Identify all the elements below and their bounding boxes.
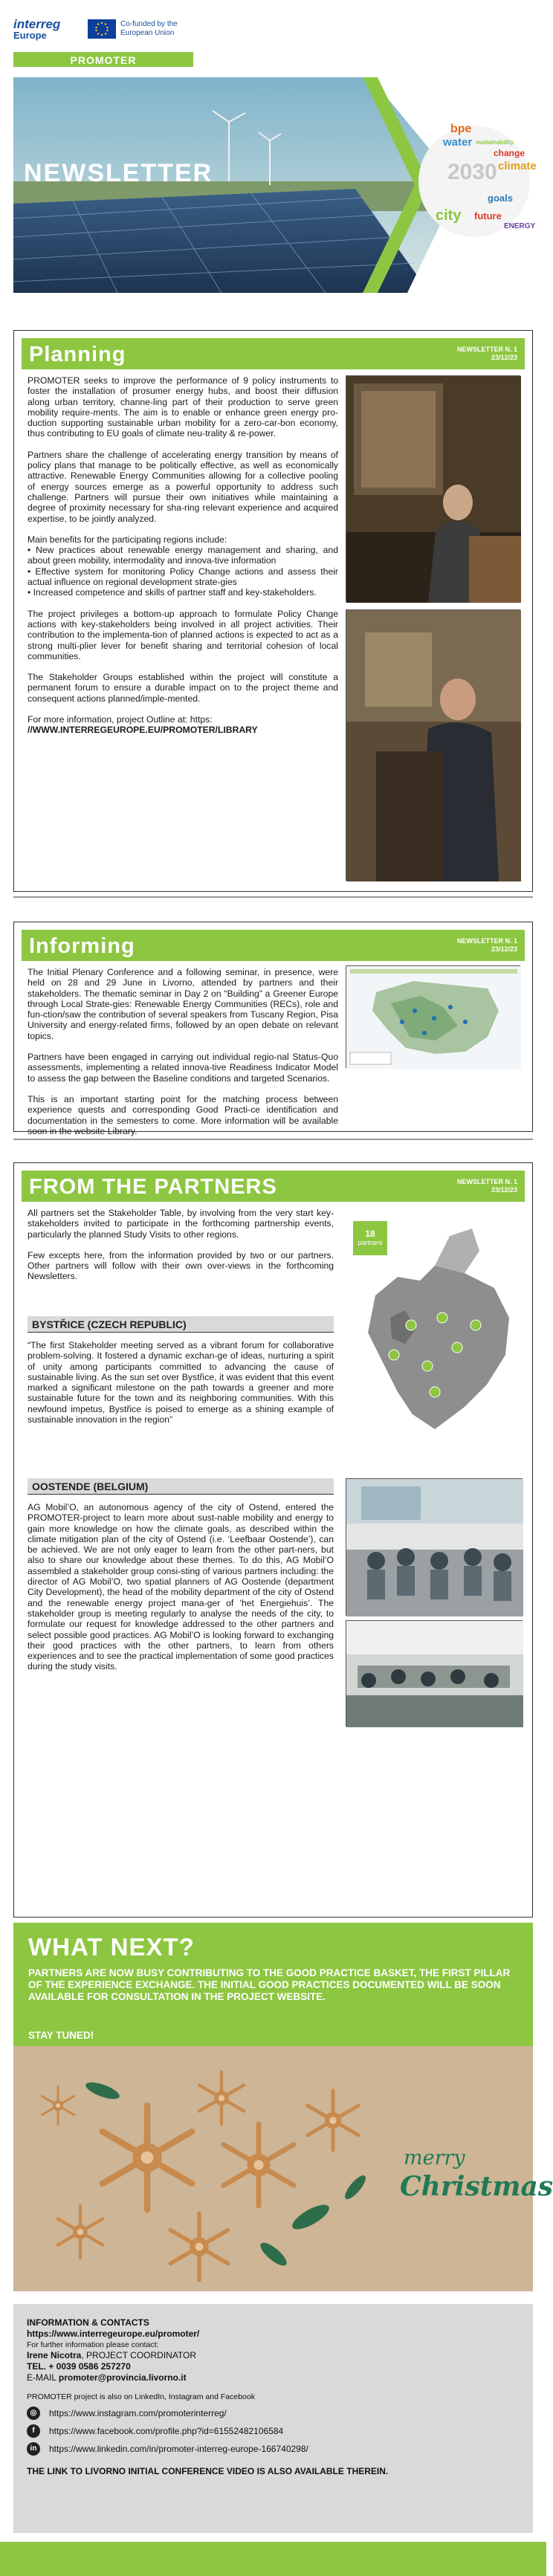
informing-header — [22, 930, 525, 961]
newsletter-number: NEWSLETTER N. 1 — [456, 937, 517, 945]
project-website-link[interactable]: https://www.interregeurope.eu/promoter/ — [27, 2329, 200, 2339]
eu-cofunded-text: Co-funded by the European Union — [120, 20, 178, 37]
partners-section — [13, 1162, 533, 1918]
word-cloud — [421, 118, 537, 252]
merry-text: merry — [404, 2146, 465, 2169]
hero-banner — [13, 77, 537, 293]
partners-title: FROM THE PARTNERS — [29, 1175, 277, 1199]
what-next-title: WHAT NEXT? — [28, 1933, 195, 1961]
eu-flag-icon — [88, 19, 116, 39]
paragraph: Few excepts here, from the information provided by two or our partners. Other partners will follow with their own over-views in the forthcoming Newsletters. — [28, 1249, 334, 1282]
planning-header — [22, 338, 525, 369]
paragraph: PROMOTER seeks to improve the performance of 9 policy instruments to foster the installation of prosumer energy hubs, and boost their diffusion along urban territory, channe-ling part of their production to serve green mobility require-ments. The aim is to enable or enhance green energy pro-duction supporting sustainable urban mobility for a zero-car-bon economy, thus contributing to EU goals of climate neu-trality & re-power. — [28, 375, 338, 439]
facebook-link[interactable]: https://www.facebook.com/profile.php?id=61552482106584 — [49, 2426, 284, 2436]
instagram-link[interactable]: https://www.instagram.com/promoterinterreg/ — [49, 2408, 227, 2418]
word-cloud-item: goals — [488, 192, 513, 204]
newsletter-meta — [457, 346, 517, 362]
benefit-item: • New practices about renewable energy management and sharing, and about green mobility, intermodality and innova-tive information — [28, 545, 338, 566]
linkedin-icon: in — [27, 2442, 40, 2456]
newsletter-date: 23/12/23 — [491, 1186, 517, 1194]
more-info-text: For more information, project Outline at: https: — [28, 714, 213, 725]
conference-photo-speaker-woman — [346, 375, 520, 602]
paragraph: All partners set the Stakeholder Table, by involving from the very start key-stakeholders invited to participate in the forthcoming partnership events, particularly the planned Study Visits to other regions. — [28, 1208, 334, 1240]
interreg-logo — [13, 18, 80, 43]
partners-header — [22, 1171, 525, 1202]
what-next-section — [13, 1923, 533, 2064]
benefit-item: • Effective system for monitoring Policy Change actions and assess their actual influence on regional development strate-gies — [28, 566, 338, 588]
oostende-title: OOSTENDE (BELGIUM) — [32, 1480, 149, 1492]
bystrice-title: BYSTŘICE (CZECH REPUBLIC) — [32, 1318, 187, 1330]
partners-count-label: partners — [358, 1239, 383, 1246]
email-label: E-MAIL — [27, 2372, 59, 2383]
social-intro: PROMOTER project is also on LinkedIn, Instagram and Facebook — [27, 2392, 255, 2401]
coordinator-role: , PROJECT COORDINATOR — [81, 2350, 197, 2360]
paragraph: The Stakeholder Groups established within the project will constitute a permanent forum to ensure a durable impact on to the project theme and consequent actions planned/imple-mented. — [28, 672, 338, 704]
paragraph: This is an important starting point for the matching process between experience quests and corresponding Good Practi-ce identification and documentation in the semesters to come. More information will be available soon in the website Library. — [28, 1093, 338, 1136]
word-cloud-item: water — [443, 136, 473, 149]
project-name-bar — [13, 52, 193, 67]
instagram-icon: ◎ — [27, 2407, 40, 2420]
oostende-subheading — [28, 1478, 334, 1495]
bystrice-quote — [28, 1340, 334, 1435]
newsletter-date: 23/12/23 — [491, 354, 517, 361]
what-next-text: PARTNERS ARE NOW BUSY CONTRIBUTING TO THE GOOD PRACTICE BASKET, THE FIRST PILLAR OF THE EXPERIENCE EXCHANGE. THE INITIAL GOOD PRACTICES DOCUMENTED WILL BE SOON AVAILABLE FOR CONSULTATION IN THE PROJECT WEBSITE. — [28, 1967, 511, 2002]
word-cloud-item: climate — [498, 160, 537, 172]
video-note: THE LINK TO LIVORNO INITIAL CONFERENCE VIDEO IS ALSO AVAILABLE THEREIN. — [27, 2466, 389, 2476]
paragraph: The project privileges a bottom-up approach to formulate Policy Change actions with key-stakeholders being involved in all project activities. Their contribution to the implementa-tion of planned actions is expected to act as a strong multi-plier lever for benefit sharing and territorial cohesion of local communities. — [28, 608, 338, 661]
linkedin-link[interactable]: https://www.linkedin.com/in/promoter-interreg-europe-166740298/ — [49, 2444, 308, 2454]
partners-count: 18 — [365, 1229, 375, 1239]
library-link[interactable]: //WWW.INTERREGEUROPE.EU/PROMOTER/LIBRARY — [28, 725, 258, 736]
informing-section — [13, 922, 533, 1136]
stay-tuned-text: STAY TUNED! — [28, 2030, 94, 2041]
bystrice-subheading — [28, 1316, 334, 1333]
section-divider — [13, 896, 533, 898]
word-cloud-item: bpe — [450, 123, 472, 135]
coordinator-name: Irene Nicotra — [27, 2350, 82, 2360]
oostende-body — [28, 1502, 334, 1683]
newsletter-date: 23/12/23 — [491, 945, 517, 953]
informing-body — [28, 967, 338, 1147]
page-header — [0, 0, 546, 52]
further-info-text: For further information please contact: — [27, 2340, 159, 2349]
stakeholder-meeting-photo — [346, 1478, 523, 1616]
planning-body — [28, 375, 338, 736]
newsletter-meta — [457, 1178, 517, 1194]
christmas-banner — [13, 2046, 553, 2291]
christmas-text: Christmas — [400, 2171, 553, 2202]
paragraph: The Initial Plenary Conference and a following seminar, in presence, were held on 28 and 29 June in Livorno, attended by partners and their stakeholders. The thematic seminar in Day 2 on “Building” a Greener Europe through Local Strate-gies: Renewable Energy Communities (RECs), role and fun-ction/saw the contribution of several speakers from Tuscany Region, Pisa University and energy-related firms, followed by an open debate on relevant topics. — [28, 967, 338, 1041]
coordinator-line — [27, 2350, 196, 2360]
partners-intro — [28, 1208, 334, 1292]
conference-photo-speaker-man — [346, 609, 520, 881]
partners-map-image — [346, 965, 520, 1068]
email-line — [27, 2372, 187, 2383]
project-name: PROMOTER — [70, 54, 137, 66]
partners-count-badge — [353, 1221, 387, 1255]
newsletter-meta — [457, 937, 517, 954]
phone-number: TEL. + 0039 0586 257270 — [27, 2361, 131, 2372]
contacts-section — [13, 2304, 533, 2533]
logo-line1: interreg — [13, 17, 61, 31]
contacts-heading: INFORMATION & CONTACTS — [27, 2317, 149, 2328]
informing-title: Informing — [29, 934, 135, 958]
footer-bar — [0, 2542, 546, 2576]
logo-line2: Europe — [13, 30, 47, 41]
newsletter-number: NEWSLETTER N. 1 — [456, 1178, 517, 1185]
paragraph: Partners share the challenge of accelerating energy transition by means of policy plans that manage to be politically effective, as well as economically attractive. Renewable Energy Communities allowing for a collective pooling of energy sources emerge as a powerful opportunity to address such challenge. Partners will pursue their own initiatives while maintaining a degree of proximity necessary for sha-ring relevant experience and acquired expertise, to be jointly analyzed. — [28, 449, 338, 524]
email-link[interactable]: promoter@provincia.livorno.it — [58, 2372, 187, 2383]
benefits-intro: Main benefits for the participating regions include: — [28, 534, 227, 545]
paragraph: Partners have been engaged in carrying out individual regio-nal Status-Quo assessments, implementing a related innova-tive Readiness Indicator Model to assess the gap between the Baseline conditions and targeted Scenarios. — [28, 1052, 338, 1084]
facebook-icon: f — [27, 2424, 40, 2438]
word-cloud-item: sustainability — [476, 139, 514, 146]
newsletter-number: NEWSLETTER N. 1 — [456, 346, 517, 353]
word-cloud-item: ENERGY — [504, 222, 536, 230]
planning-section — [13, 330, 533, 892]
planning-title: Planning — [29, 343, 126, 366]
hero-title: NEWSLETTER — [24, 159, 213, 187]
word-cloud-item: city — [436, 207, 462, 224]
quote-text: “The first Stakeholder meeting served as a vibrant forum for collaborative problem-solving. It fostered a dynamic exchan-ge of ideas, nurturing a spirit of unity among participants committed to advancing the cause of sustainable living. As the sun set over Bystřice, it was evident that this event marked a significant milestone on the path towards a greener and more sustainable future for the town and its neighboring communities. With this newfound impetus, Bystřice is poised to emerge as a shining example of sustainable innovation in the region” — [28, 1340, 334, 1425]
oostende-text: AG Mobil’O, an autonomous agency of the city of Ostend, entered the PROMOTER-project to learn more about sust-nable mobility and energy to gain more knowledge on how the climate goals, as described within the climate mitigation plan of the city of Ostend (i.e. ‘Leefbaar Oostende’), can be achieved. We are not only eager to learn from the other part-ners, but also to share our knowledge about these themes. To do this, AG Mobil’O assembled a stakeholder group consi-sting of various partners including: the director of AG Mobil’O, two spatial planners of AG Oostende (department City Development), the head of the mobility department of the city of Ostend and the renewable energy project mana-ger of ‘het Energiehuis’. The stakeholder group is meeting regularly to analyse the needs of the city, to formulate our request for knowledge addressed to the other partners and select possible good practices. AG Mobil’O is looking forward to exchanging their good practices with the other partners, to learn from others experiences and to see the practical implementation of some good practices during the study visits. — [28, 1502, 334, 1672]
europe-partners-map — [346, 1206, 523, 1457]
word-cloud-item: change — [494, 148, 525, 158]
word-cloud-item: 2030 — [447, 160, 497, 184]
word-cloud-item: future — [474, 210, 502, 221]
benefit-item: • Increased competence and skills of partner staff and key-stakeholders. — [28, 587, 317, 598]
section-divider — [13, 1139, 533, 1140]
study-group-photo — [346, 1620, 523, 1726]
